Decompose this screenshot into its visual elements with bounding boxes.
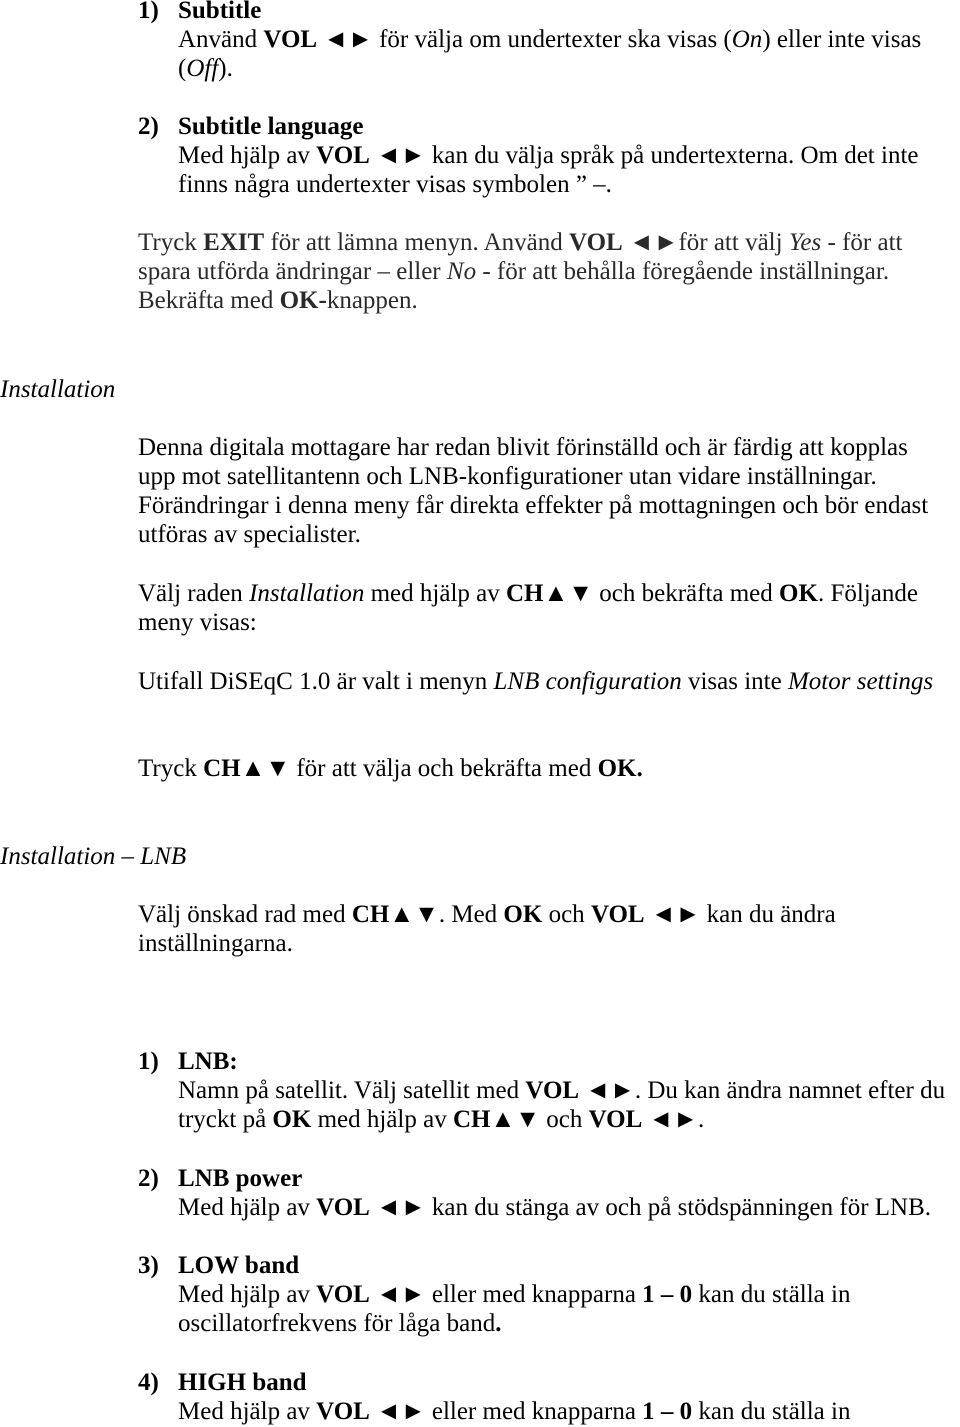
text-line — [138, 1193, 931, 1222]
text-run: Tryck — [138, 755, 204, 782]
text-line — [138, 929, 836, 958]
text-line — [138, 1076, 945, 1105]
text-run: inställningarna. — [138, 930, 293, 957]
text-run: för att välja och bekräfta med — [290, 755, 598, 782]
text-run: meny visas: — [138, 609, 257, 636]
text-line — [138, 667, 933, 696]
text-line — [138, 170, 918, 199]
text-run: och bekräfta med — [593, 580, 780, 607]
item-title: Subtitle language — [178, 113, 364, 140]
list-item-subtitle-language — [138, 112, 918, 199]
ok-key-label: OK. — [597, 755, 643, 782]
text-run: kan du ställa in — [692, 1398, 851, 1425]
ch-key-label: CH▲▼ — [506, 580, 593, 607]
text-line: Denna digitala mottagare har redan blivit förinställd och är färdig att kopplas — [138, 434, 908, 461]
vol-key-label: VOL — [316, 142, 370, 169]
text-run: Välj önskad rad med — [138, 901, 352, 928]
item-title: LNB power — [178, 1165, 303, 1192]
menu-name-installation: Installation — [249, 580, 365, 607]
menu-name-lnb-configuration: LNB configuration — [493, 668, 682, 695]
item-heading — [138, 1251, 850, 1280]
text-run: spara utförda ändringar – eller — [138, 258, 447, 285]
vol-key-label: VOL — [316, 1281, 370, 1308]
lnb-intro — [138, 900, 836, 958]
text-run: ◄►. — [642, 1106, 705, 1133]
item-number: 1) — [138, 0, 159, 24]
ok-key-label: OK- — [279, 287, 327, 314]
option-on-label: On — [731, 26, 763, 53]
text-run: ) eller inte visas — [762, 26, 922, 53]
exit-key-label: EXIT — [203, 229, 265, 256]
list-item-lnb-power — [138, 1164, 931, 1222]
text-run: visas inte — [681, 668, 788, 695]
item-number: 2) — [138, 1165, 159, 1192]
item-number: 1) — [138, 1048, 159, 1075]
vol-key-label: VOL — [316, 1194, 370, 1221]
text-run: och — [539, 1106, 589, 1133]
installation-select-row — [138, 579, 918, 637]
vol-key-label: VOL — [525, 1077, 580, 1104]
text-line — [138, 579, 918, 608]
item-number: 2) — [138, 113, 159, 140]
text-run: ). — [218, 55, 233, 82]
vol-key-label: VOL — [316, 1398, 370, 1425]
installation-intro — [138, 433, 928, 549]
text-line — [138, 1397, 850, 1426]
text-line — [138, 286, 902, 315]
ok-key-label: OK — [503, 901, 543, 928]
text-line — [138, 141, 918, 170]
text-run: - för att — [821, 229, 903, 256]
text-run: oscillatorfrekvens för låga band — [178, 1310, 496, 1337]
text-line — [138, 54, 921, 83]
item-heading — [138, 1047, 945, 1076]
text-run: finns några undertexter visas symbolen ” –. — [178, 171, 612, 198]
item-title: Subtitle — [178, 0, 262, 24]
ch-key-label: CH▲▼ — [203, 755, 291, 782]
text-line — [138, 257, 902, 286]
text-run: ( — [178, 55, 187, 82]
text-line — [138, 228, 902, 257]
text-run: . — [495, 1310, 502, 1337]
text-line — [138, 900, 836, 929]
text-run: - för att behålla föregående inställningar. — [476, 258, 890, 285]
item-title: HIGH band — [178, 1369, 307, 1396]
item-heading — [138, 112, 918, 141]
installation-confirm — [138, 754, 643, 783]
text-run: ◄► eller med knapparna — [369, 1281, 643, 1308]
text-line — [138, 25, 921, 54]
digit-keys-label: 1 – 0 — [642, 1398, 693, 1425]
text-run: ◄► kan du stänga av och på stödspänningen för LNB. — [369, 1194, 932, 1221]
text-run: Använd — [178, 26, 264, 53]
text-run: för att lämna menyn. Använd — [264, 229, 570, 256]
text-line — [138, 754, 643, 783]
text-run: med hjälp av — [311, 1106, 453, 1133]
item-heading — [138, 1164, 931, 1193]
list-item-lnb — [138, 1047, 945, 1134]
text-run: Med hjälp av — [178, 1194, 317, 1221]
option-yes-label: Yes — [788, 229, 822, 256]
section-heading: Installation — [0, 376, 116, 403]
option-off-label: Off — [186, 55, 219, 82]
menu-name-motor-settings: Motor settings — [787, 668, 934, 695]
text-run: Med hjälp av — [178, 1281, 317, 1308]
text-run: . Med — [438, 901, 504, 928]
ch-key-label: CH▲▼ — [452, 1106, 540, 1133]
ok-key-label: OK — [272, 1106, 312, 1133]
item-heading — [138, 1368, 850, 1397]
text-run: ◄► kan du välja språk på undertexterna. Om det inte — [369, 142, 919, 169]
diseqc-note — [138, 667, 933, 696]
section-heading-installation — [0, 375, 115, 404]
text-run: Utifall DiSEqC 1.0 är valt i menyn — [138, 668, 494, 695]
vol-key-label: VOL — [569, 229, 623, 256]
text-run: ◄► för välja om undertexter ska visas ( — [317, 26, 732, 53]
text-run: och — [542, 901, 591, 928]
text-run: med hjälp av — [364, 580, 506, 607]
text-run: tryckt på — [178, 1106, 273, 1133]
section-heading: Installation – LNB — [0, 843, 187, 870]
exit-note — [138, 228, 902, 315]
vol-key-label: VOL — [263, 26, 318, 53]
text-run: ◄► kan du ändra — [644, 901, 836, 928]
text-run: Namn på satellit. Välj satellit med — [178, 1077, 526, 1104]
item-heading — [138, 0, 921, 25]
text-run: knappen. — [326, 287, 418, 314]
text-run: Tryck — [138, 229, 204, 256]
item-title: LNB: — [178, 1048, 238, 1075]
text-run: ◄► eller med knapparna — [369, 1398, 643, 1425]
text-line: Förändringar i denna meny får direkta effekter på mottagningen och bör endast — [138, 492, 929, 519]
list-item-high-band — [138, 1368, 850, 1426]
digit-keys-label: 1 – 0 — [642, 1281, 693, 1308]
text-line — [138, 608, 918, 637]
list-item-subtitle — [138, 0, 921, 83]
text-run: Med hjälp av — [178, 142, 317, 169]
vol-key-label: VOL — [588, 1106, 643, 1133]
text-line — [138, 1309, 850, 1338]
list-item-low-band — [138, 1251, 850, 1338]
text-run: Bekräfta med — [138, 287, 280, 314]
item-number: 3) — [138, 1252, 159, 1279]
text-line — [138, 1105, 945, 1134]
section-heading-installation-lnb — [0, 842, 186, 871]
text-run: ◄►för att välj — [622, 229, 789, 256]
text-line: utföras av specialister. — [138, 521, 361, 548]
vol-key-label: VOL — [590, 901, 645, 928]
ch-key-label: CH▲▼ — [351, 901, 439, 928]
text-line: upp mot satellitantenn och LNB-konfigurationer utan vidare inställningar. — [138, 463, 877, 490]
option-no-label: No — [446, 258, 477, 285]
text-run: Med hjälp av — [178, 1398, 317, 1425]
text-run: Välj raden — [138, 580, 250, 607]
text-line — [138, 1280, 850, 1309]
item-number: 4) — [138, 1369, 159, 1396]
text-run: ◄►. Du kan ändra namnet efter du — [579, 1077, 946, 1104]
text-run: kan du ställa in — [692, 1281, 851, 1308]
text-run: . Följande — [817, 580, 918, 607]
item-title: LOW band — [178, 1252, 300, 1279]
ok-key-label: OK — [779, 580, 818, 607]
